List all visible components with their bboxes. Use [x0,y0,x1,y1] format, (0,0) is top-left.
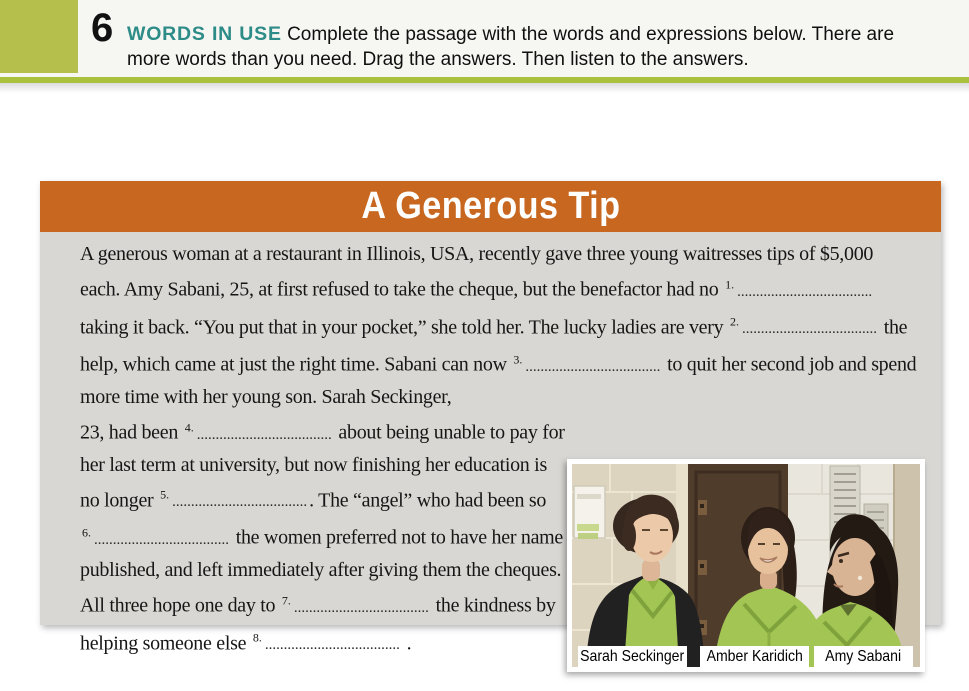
blank-number: 8. [252,630,265,645]
blank-number: 5. [160,487,173,502]
answer-blank-2[interactable] [730,316,877,338]
passage-text: A generous woman at a restaurant in Illinois, USA, recently gave three young waitresses tips of $5,000 each. Amy Sabani, 25, at first refused to take the cheque, but the benefactor had no [80,243,874,301]
answer-blank-7[interactable] [281,592,429,617]
passage-text-bottom [40,412,570,660]
blank-dots: .................................... [94,531,229,548]
photo-of-waitresses [572,464,920,667]
passage-text: the help, which came at just the right time. Sabani can now [80,316,908,376]
blank-dots: .................................... [737,283,873,300]
answer-blank-5[interactable] [160,489,307,511]
blank-dots: .................................... [293,599,429,616]
passage-text: . [401,632,412,655]
caption-amy-sabani: Amy Sabani [814,646,913,667]
passage-title-bar [40,181,941,232]
blank-number: 2. [730,314,743,329]
caption-amber-karidich: Amber Karidich [700,646,809,667]
olive-corner-block [0,0,78,73]
passage-text: about being unable to pay for her last term at university, but now finishing her education is no longer [80,421,565,512]
answer-blank-4[interactable] [184,419,332,444]
answer-blank-6[interactable] [82,527,229,549]
answer-blank-1[interactable] [725,279,872,301]
passage-card [40,181,941,665]
instructions-text [127,22,927,72]
passage-text: taking it back. “You put that in your pocket,” she told her. The lucky ladies are very [80,316,729,339]
instructions-body: Complete the passage with the words and expressions below. There are more words than you need. Drag the answers. Then listen to the answers. [127,24,895,70]
passage-text: the kindness by helping someone else [80,594,556,655]
divider-shadow [0,83,969,93]
photo-illustration [572,464,920,667]
blank-number: 3. [513,352,526,367]
blank-number: 1. [725,277,738,291]
answer-blank-3[interactable] [513,354,660,376]
passage-text: to quit her second job and spend more time with her young son. Sarah Seckinger, [80,353,917,408]
passage-text: the women preferred not to have her name published, and left immediately after giving them the cheques. All three hope one day to [80,526,563,617]
passage-body [40,232,941,665]
blank-number: 4. [184,419,197,434]
blank-dots: .................................... [525,358,661,375]
passage-text: 23, had been [80,421,183,444]
photo-frame [567,459,925,672]
blank-dots: .................................... [264,637,400,654]
blank-dots: .................................... [196,426,332,443]
passage-text-top [40,232,941,412]
exercise-number: 6 [91,6,114,50]
passage-text: . The “angel” who had been so [309,489,547,512]
passage-title: A Generous Tip [360,185,621,227]
blank-number: 7. [281,592,294,607]
answer-blank-8[interactable] [253,632,400,654]
blank-dots: .................................... [172,494,308,511]
blank-dots: .................................... [742,321,878,338]
blank-number: 6. [82,525,94,540]
caption-sarah-seckinger: Sarah Seckinger [578,646,687,667]
section-title: WORDS IN USE [127,23,282,45]
